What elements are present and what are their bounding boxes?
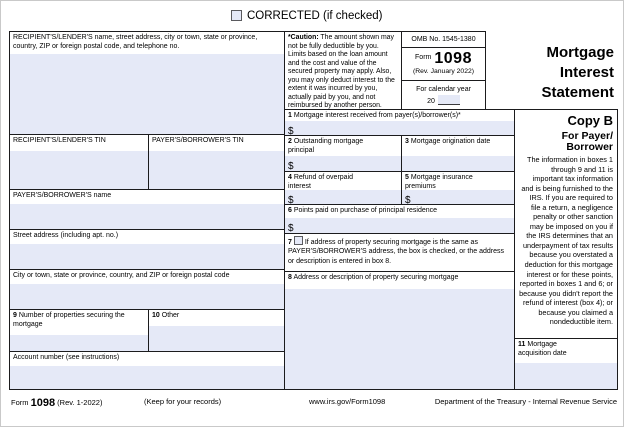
box10-number: 10 bbox=[152, 312, 160, 319]
box3-date-field[interactable] bbox=[402, 156, 514, 171]
box4-number: 4 bbox=[288, 174, 292, 181]
omb-form-cell bbox=[401, 31, 486, 110]
year-prefix: 20 bbox=[427, 98, 435, 105]
recipient-tin-field[interactable] bbox=[10, 151, 148, 189]
box4-label: Refund of overpaid interest bbox=[288, 174, 354, 190]
account-number-cell bbox=[9, 351, 285, 390]
dollar-sign: $ bbox=[288, 223, 294, 234]
caution-text: The amount shown may not be fully deductible by you. Limits based on the loan amount and the cost and value of the secured property may apply. Also, you may only deduct interest to the extent it was incurred by you, actually paid by you, and not reimbursed by another person. bbox=[288, 34, 395, 109]
box11-date-field[interactable] bbox=[515, 363, 617, 389]
box9-number: 9 bbox=[13, 312, 17, 319]
box5-cell bbox=[401, 171, 515, 205]
box9-field[interactable] bbox=[10, 335, 148, 351]
recipient-info-field[interactable] bbox=[10, 54, 284, 134]
box8-address-field[interactable] bbox=[285, 289, 514, 389]
dollar-sign: $ bbox=[288, 195, 294, 206]
box1-number: 1 bbox=[288, 112, 292, 119]
footer-form-number: 1098 bbox=[30, 397, 56, 409]
corrected-row bbox=[231, 10, 382, 22]
title-line-2: Interest bbox=[559, 64, 614, 81]
box2-cell bbox=[284, 135, 402, 172]
dollar-sign: $ bbox=[288, 126, 294, 137]
city-cell bbox=[9, 269, 285, 310]
payer-name-field[interactable] bbox=[10, 204, 284, 229]
corrected-checkbox[interactable] bbox=[231, 10, 242, 21]
box2-label: Outstanding mortgage principal bbox=[288, 138, 364, 154]
street-address-cell bbox=[9, 229, 285, 270]
box2-amount-field[interactable] bbox=[285, 156, 401, 171]
footer-form-word: Form bbox=[11, 398, 29, 407]
box6-label: Points paid on purchase of principal residence bbox=[293, 207, 438, 214]
box5-label: Mortgage insurance premiums bbox=[405, 174, 473, 190]
box10-cell bbox=[148, 309, 285, 352]
box7-cell bbox=[284, 233, 515, 272]
city-field[interactable] bbox=[10, 284, 284, 309]
box8-number: 8 bbox=[288, 274, 292, 281]
title-line-3: Statement bbox=[541, 84, 614, 101]
recipient-info-label: RECIPIENT'S/LENDER'S name, street address, city or town, state or province, country, ZIP or foreign postal code, and telephone no. bbox=[13, 34, 258, 50]
street-address-field[interactable] bbox=[10, 244, 284, 269]
box6-amount-field[interactable] bbox=[285, 218, 514, 233]
form-footer bbox=[1, 394, 624, 410]
footer-revision: (Rev. 1-2022) bbox=[57, 398, 103, 407]
payer-tin-cell bbox=[148, 134, 285, 190]
box3-label: Mortgage origination date bbox=[410, 138, 491, 145]
box6-cell bbox=[284, 204, 515, 234]
payer-tin-field[interactable] bbox=[149, 151, 284, 189]
recipient-tin-cell bbox=[9, 134, 149, 190]
box9-cell bbox=[9, 309, 149, 352]
box6-number: 6 bbox=[288, 207, 292, 214]
box8-label: Address or description of property securing mortgage bbox=[293, 274, 459, 281]
box11-number: 11 bbox=[518, 341, 526, 348]
calendar-year-label: For calendar year bbox=[416, 86, 471, 93]
caution-lead: *Caution: bbox=[288, 34, 319, 41]
box11-cell bbox=[514, 338, 618, 390]
payer-tin-label: PAYER'S/BORROWER'S TIN bbox=[152, 137, 244, 144]
account-number-field[interactable] bbox=[10, 366, 284, 389]
box7-label: If address of property securing mortgage is the same as PAYER'S/BORROWER'S address, the box is checked, or the address or description is entered in box 8. bbox=[288, 239, 505, 265]
account-number-label: Account number (see instructions) bbox=[13, 354, 120, 361]
box2-number: 2 bbox=[288, 138, 292, 145]
title-line-1: Mortgage bbox=[546, 44, 614, 61]
box4-amount-field[interactable] bbox=[285, 190, 401, 204]
irs-url-link[interactable]: www.irs.gov/Form1098 bbox=[309, 397, 386, 406]
payer-name-label: PAYER'S/BORROWER'S name bbox=[13, 192, 112, 199]
form-title bbox=[486, 43, 614, 103]
calendar-year-field[interactable] bbox=[438, 95, 460, 105]
copy-b-cell bbox=[514, 109, 618, 339]
box1-cell bbox=[284, 109, 515, 136]
box1-label: Mortgage interest received from payer(s)/borrower(s)* bbox=[293, 112, 461, 119]
city-label: City or town, state or province, country, and ZIP or foreign postal code bbox=[13, 272, 230, 279]
payer-name-cell bbox=[9, 189, 285, 230]
box1-amount-field[interactable] bbox=[285, 121, 514, 135]
box5-number: 5 bbox=[405, 174, 409, 181]
dollar-sign: $ bbox=[288, 161, 294, 172]
box7-number: 7 bbox=[288, 239, 292, 246]
dollar-sign: $ bbox=[405, 195, 411, 206]
omb-number: OMB No. 1545-1380 bbox=[402, 32, 485, 48]
copy-b-title: Copy B bbox=[567, 113, 613, 128]
recipient-tin-label: RECIPIENT'S/LENDER'S TIN bbox=[13, 137, 106, 144]
keep-for-records-note: (Keep for your records) bbox=[144, 397, 222, 406]
copy-b-notice: The information in boxes 1 through 9 and 11 is important tax information and is being furnished to the IRS. If you are required to file a return, a negligence penalty or other sanction may be imposed on you if the IRS determines that an underpayment of tax results because you overstated a deduction for this mortgage interest or for these points, reported in boxes 1 and 6; or because you didn't report the refund of interest (box 4); or because you claimed a nondeductible item. bbox=[519, 155, 613, 327]
box9-label: Number of properties securing the mortgage bbox=[13, 312, 125, 328]
box10-label: Other bbox=[161, 312, 180, 319]
box5-amount-field[interactable] bbox=[402, 190, 514, 204]
caution-cell bbox=[284, 31, 402, 110]
box8-cell bbox=[284, 271, 515, 390]
street-address-label: Street address (including apt. no.) bbox=[13, 232, 119, 239]
box11-label: Mortgage acquisition date bbox=[518, 341, 567, 357]
box7-checkbox[interactable] bbox=[294, 236, 303, 245]
treasury-department-label: Department of the Treasury - Internal Revenue Service bbox=[434, 397, 617, 406]
copy-audience-line2: Borrower bbox=[566, 141, 613, 153]
form-word: Form bbox=[415, 54, 432, 61]
form-revision: (Rev. January 2022) bbox=[412, 68, 475, 75]
copy-audience-line1: For Payer/ bbox=[561, 130, 613, 142]
recipient-info-cell bbox=[9, 31, 285, 135]
form-number: 1098 bbox=[434, 50, 472, 67]
box10-field[interactable] bbox=[149, 326, 284, 351]
box3-cell bbox=[401, 135, 515, 172]
box4-cell bbox=[284, 171, 402, 205]
box3-number: 3 bbox=[405, 138, 409, 145]
corrected-label: CORRECTED (if checked) bbox=[247, 10, 383, 22]
